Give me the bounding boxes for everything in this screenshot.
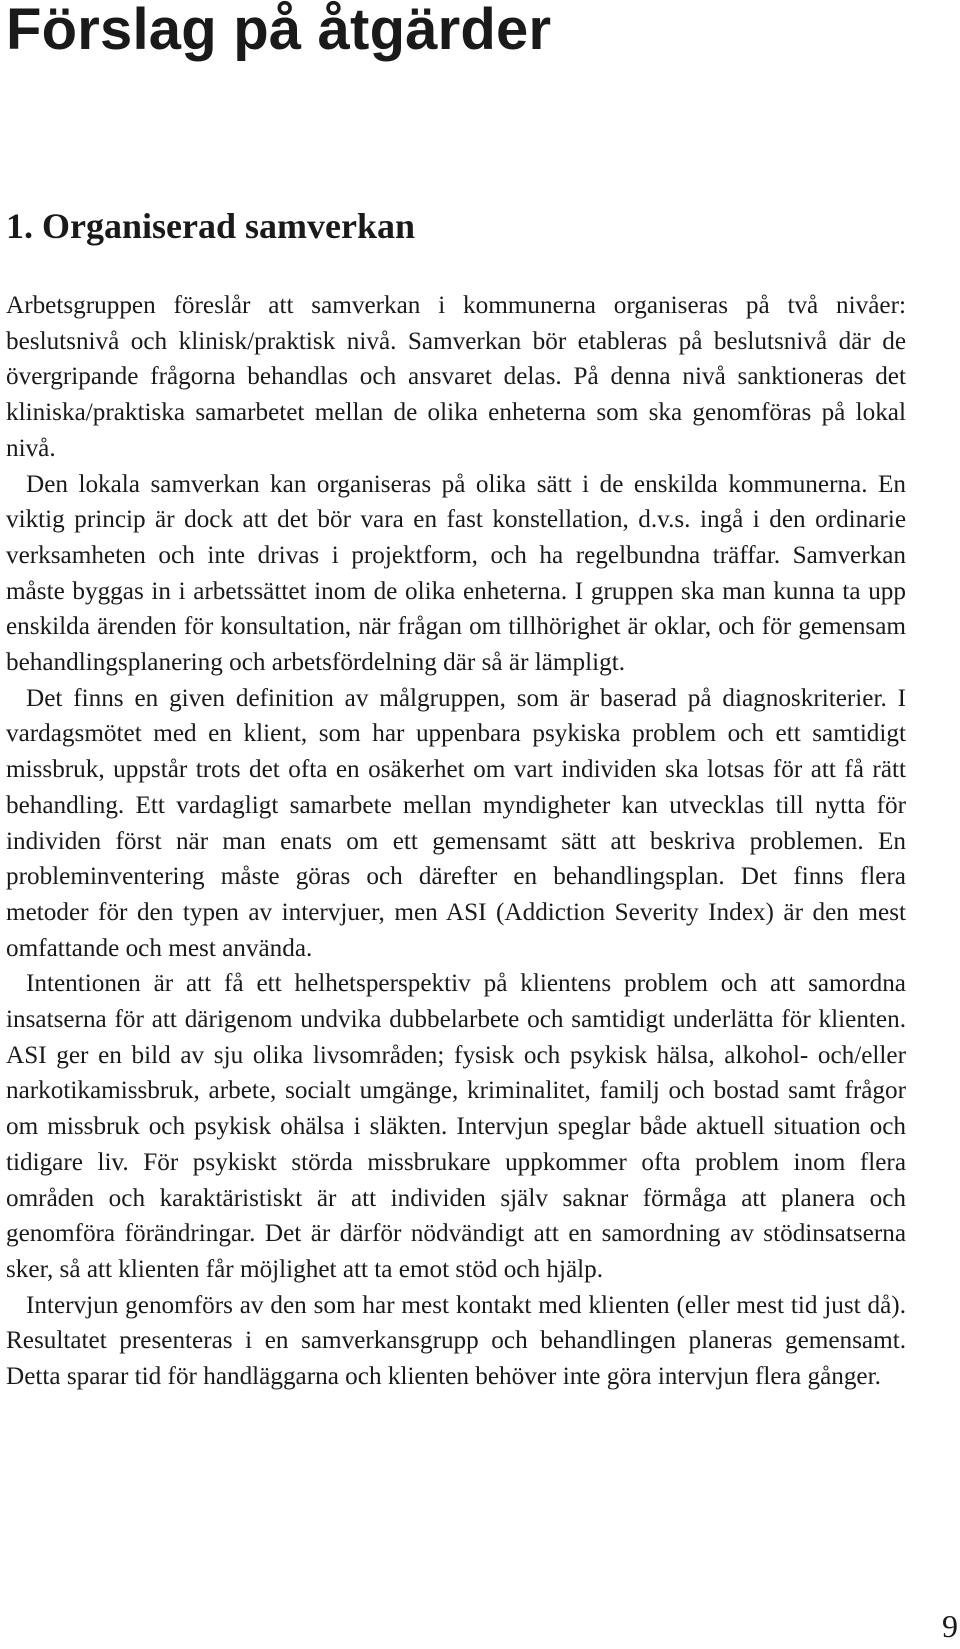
paragraph: Intentionen är att få ett helhetsperspektiv på klientens problem och att samordna insatserna för att därigenom undvika dubbelarbete och samtidigt underlätta för klienten. ASI ger en bild av sju olika livsområden; fysisk och psykisk hälsa, alkohol- och/eller narkotikamissbruk, arbete, socialt umgänge, kriminalitet, familj och bostad samt frågor om missbruk och psykisk ohälsa i släkten. Intervjun speglar både aktuell situation och tidigare liv. För psykiskt störda missbrukare uppkommer ofta problem inom flera områden och karaktäristiskt är att individen själv saknar förmåga att planera och genomföra förändringar. Det är därför nödvändigt att en samordning av stödinsatserna sker, så att klienten får möjlighet att ta emot stöd och hjälp.: [6, 970, 906, 1283]
paragraph: Den lokala samverkan kan organiseras på olika sätt i de enskilda kommunerna. En viktig princip är dock att det bör vara en fast konstellation, d.v.s. ingå i den ordinarie verksamheten och inte drivas i projektform, och ha regelbundna träffar. Samverkan måste byggas in i arbetssättet inom de olika enheterna. I gruppen ska man kunna ta upp enskilda ärenden för konsultation, när frågan om tillhörighet är oklar, och för gemensam behandlingsplanering och arbetsfördelning där så är lämpligt.: [6, 470, 906, 677]
paragraph: Intervjun genomförs av den som har mest kontakt med klienten (eller mest tid just då). Resultatet presenteras i en samverkansgrupp och behandlingen planeras gemensamt. Detta sparar tid för handläggarna och klienten behöver inte göra intervjun flera gånger.: [6, 1291, 906, 1391]
paragraph: Det finns en given definition av målgruppen, som är baserad på diagnoskriterier. I vardagsmötet med en klient, som har uppenbara psykiska problem och ett samtidigt missbruk, uppstår trots det ofta en osäkerhet om vart individen ska lotsas för att få rätt behandling. Ett vardagligt samarbete mellan myndigheter kan utvecklas till nytta för individen först när man enats om ett gemensamt sätt att beskriva problemen. En probleminventering måste göras och därefter en behandlingsplan. Det finns flera metoder för den typen av intervjuer, men ASI (Addiction Severity Index) är den mest omfattande och mest använda.: [6, 684, 906, 962]
paragraph: Arbetsgruppen föreslår att samverkan i kommunerna organiseras på två nivåer: beslutsnivå och klinisk/praktisk nivå. Samverkan bör etableras på beslutsnivå där de övergripande frågorna behandlas och ansvaret delas. På denna nivå sanktioneras det kliniska/praktiska samarbetet mellan de olika enheterna som ska genomföras på lokal nivå.: [6, 292, 906, 462]
page-number: 9: [942, 1608, 958, 1644]
body-text: [6, 288, 906, 1395]
page-title: Förslag på åtgärder: [6, 0, 552, 62]
section-heading: 1. Organiserad samverkan: [6, 206, 415, 246]
